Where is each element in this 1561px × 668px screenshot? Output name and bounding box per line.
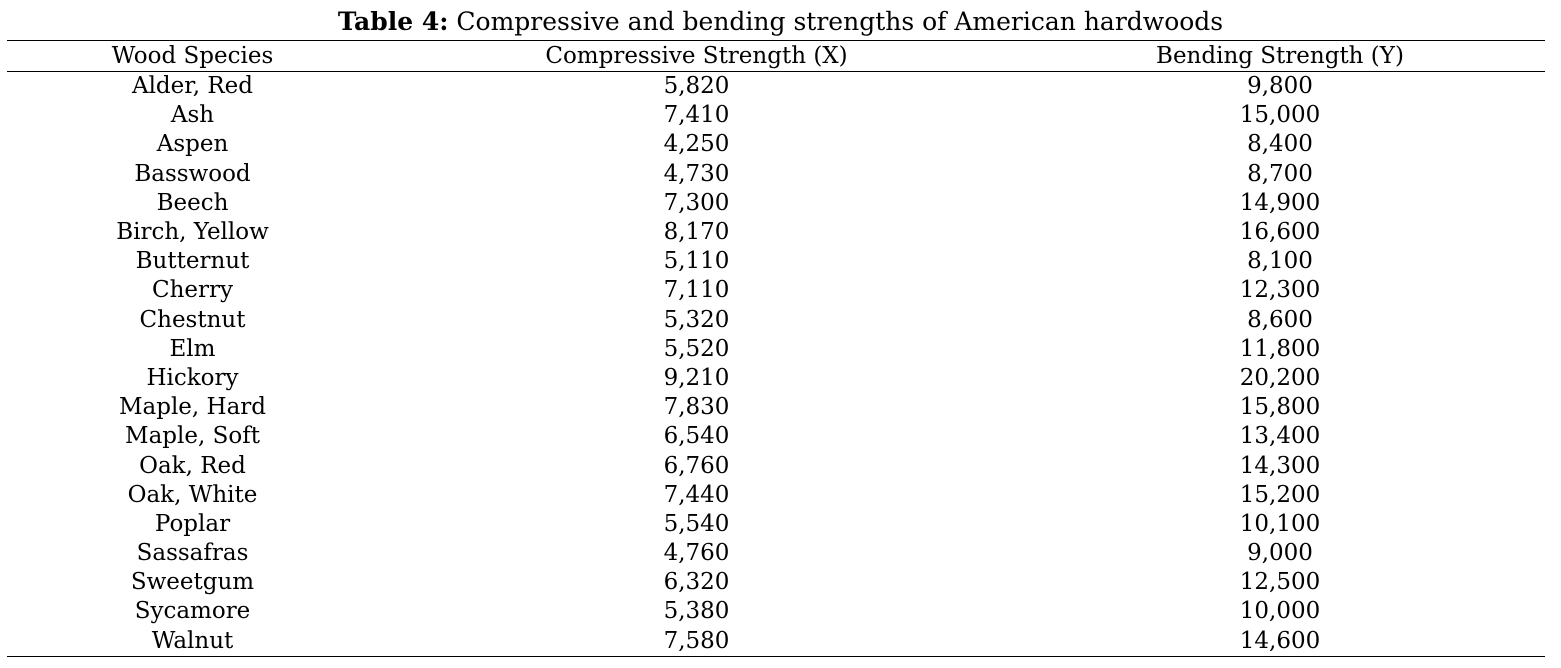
- cell-bending-strength: 15,200: [1239, 481, 1321, 508]
- cell-wood-species: Basswood: [134, 160, 251, 187]
- cell-wood-species: Aspen: [156, 131, 229, 158]
- cell-bending-strength: 11,800: [1239, 335, 1321, 362]
- table-row: [7, 451, 1545, 480]
- cell-bending-strength: 8,700: [1247, 160, 1313, 187]
- cell-bending-strength: 8,600: [1247, 306, 1313, 333]
- table-row: [7, 160, 1545, 189]
- cell-bending-strength: 16,600: [1239, 219, 1321, 246]
- cell-bending-strength: 15,800: [1239, 394, 1321, 421]
- cell-bending-strength: 14,600: [1239, 627, 1321, 654]
- cell-wood-species: Maple, Hard: [118, 394, 267, 421]
- header-row: [7, 41, 1545, 72]
- cell-compressive-strength: 6,320: [663, 569, 730, 596]
- table-row: [7, 101, 1545, 130]
- cell-bending-strength: 20,200: [1239, 364, 1321, 391]
- cell-wood-species: Ash: [170, 102, 215, 129]
- cell-bending-strength: 9,000: [1247, 540, 1313, 567]
- cell-bending-strength: 12,500: [1239, 569, 1321, 596]
- table-row: [7, 568, 1545, 597]
- table-body: [7, 72, 1545, 657]
- table-caption: [0, 6, 1561, 38]
- cell-bending-strength: 14,900: [1239, 189, 1321, 216]
- header-bending-strength: Bending Strength (Y): [1156, 43, 1404, 69]
- cell-wood-species: Chestnut: [139, 306, 246, 333]
- cell-wood-species: Oak, Red: [139, 452, 246, 479]
- cell-compressive-strength: 8,170: [663, 219, 730, 246]
- cell-compressive-strength: 4,250: [663, 131, 730, 158]
- table-caption-label: Table 4:: [337, 7, 449, 36]
- cell-bending-strength: 15,000: [1239, 102, 1321, 129]
- cell-wood-species: Sweetgum: [130, 569, 255, 596]
- cell-bending-strength: 8,400: [1247, 131, 1313, 158]
- cell-compressive-strength: 4,730: [663, 160, 730, 187]
- table-row: [7, 306, 1545, 335]
- table-caption-text: Compressive and bending strengths of American hardwoods: [448, 7, 1224, 36]
- cell-compressive-strength: 4,760: [663, 540, 730, 567]
- cell-compressive-strength: 5,110: [663, 248, 730, 275]
- table-row: [7, 597, 1545, 626]
- cell-compressive-strength: 6,760: [663, 452, 730, 479]
- cell-compressive-strength: 5,820: [663, 73, 730, 100]
- table-row: [7, 218, 1545, 247]
- table-row: [7, 393, 1545, 422]
- table-row: [7, 335, 1545, 364]
- cell-wood-species: Oak, White: [127, 481, 258, 508]
- cell-wood-species: Sycamore: [134, 598, 251, 625]
- cell-wood-species: Elm: [169, 335, 216, 362]
- cell-compressive-strength: 7,440: [663, 481, 730, 508]
- cell-wood-species: Butternut: [135, 248, 250, 275]
- cell-compressive-strength: 7,410: [663, 102, 730, 129]
- table-row: [7, 189, 1545, 218]
- cell-wood-species: Poplar: [154, 510, 231, 537]
- table-row: [7, 130, 1545, 159]
- table-header: [7, 41, 1545, 72]
- table-row: [7, 364, 1545, 393]
- cell-compressive-strength: 7,300: [663, 189, 730, 216]
- table-row: [7, 481, 1545, 510]
- cell-wood-species: Hickory: [146, 364, 239, 391]
- cell-bending-strength: 13,400: [1239, 423, 1321, 450]
- hardwood-strength-table: [7, 40, 1545, 657]
- cell-wood-species: Maple, Soft: [125, 423, 260, 450]
- cell-wood-species: Birch, Yellow: [116, 219, 269, 246]
- cell-bending-strength: 12,300: [1239, 277, 1321, 304]
- table-row: [7, 422, 1545, 451]
- table-row: [7, 247, 1545, 276]
- cell-compressive-strength: 5,520: [663, 335, 730, 362]
- cell-compressive-strength: 9,210: [663, 364, 730, 391]
- table-row: [7, 276, 1545, 305]
- header-compressive-strength: Compressive Strength (X): [545, 43, 848, 69]
- table-row: [7, 510, 1545, 539]
- cell-bending-strength: 14,300: [1239, 452, 1321, 479]
- cell-wood-species: Alder, Red: [131, 73, 254, 100]
- cell-bending-strength: 9,800: [1247, 73, 1313, 100]
- cell-compressive-strength: 7,580: [663, 627, 730, 654]
- cell-compressive-strength: 6,540: [663, 423, 730, 450]
- header-wood-species: Wood Species: [111, 43, 274, 69]
- table-row: [7, 539, 1545, 568]
- cell-compressive-strength: 5,320: [663, 306, 730, 333]
- cell-bending-strength: 8,100: [1247, 248, 1313, 275]
- cell-bending-strength: 10,100: [1239, 510, 1321, 537]
- cell-wood-species: Cherry: [151, 277, 233, 304]
- cell-wood-species: Walnut: [151, 627, 234, 654]
- table-row: [7, 72, 1545, 102]
- table-row: [7, 627, 1545, 657]
- cell-compressive-strength: 7,110: [663, 277, 730, 304]
- cell-wood-species: Sassafras: [136, 540, 249, 567]
- cell-bending-strength: 10,000: [1239, 598, 1321, 625]
- cell-wood-species: Beech: [156, 189, 229, 216]
- cell-compressive-strength: 5,540: [663, 510, 730, 537]
- cell-compressive-strength: 5,380: [663, 598, 730, 625]
- cell-compressive-strength: 7,830: [663, 394, 730, 421]
